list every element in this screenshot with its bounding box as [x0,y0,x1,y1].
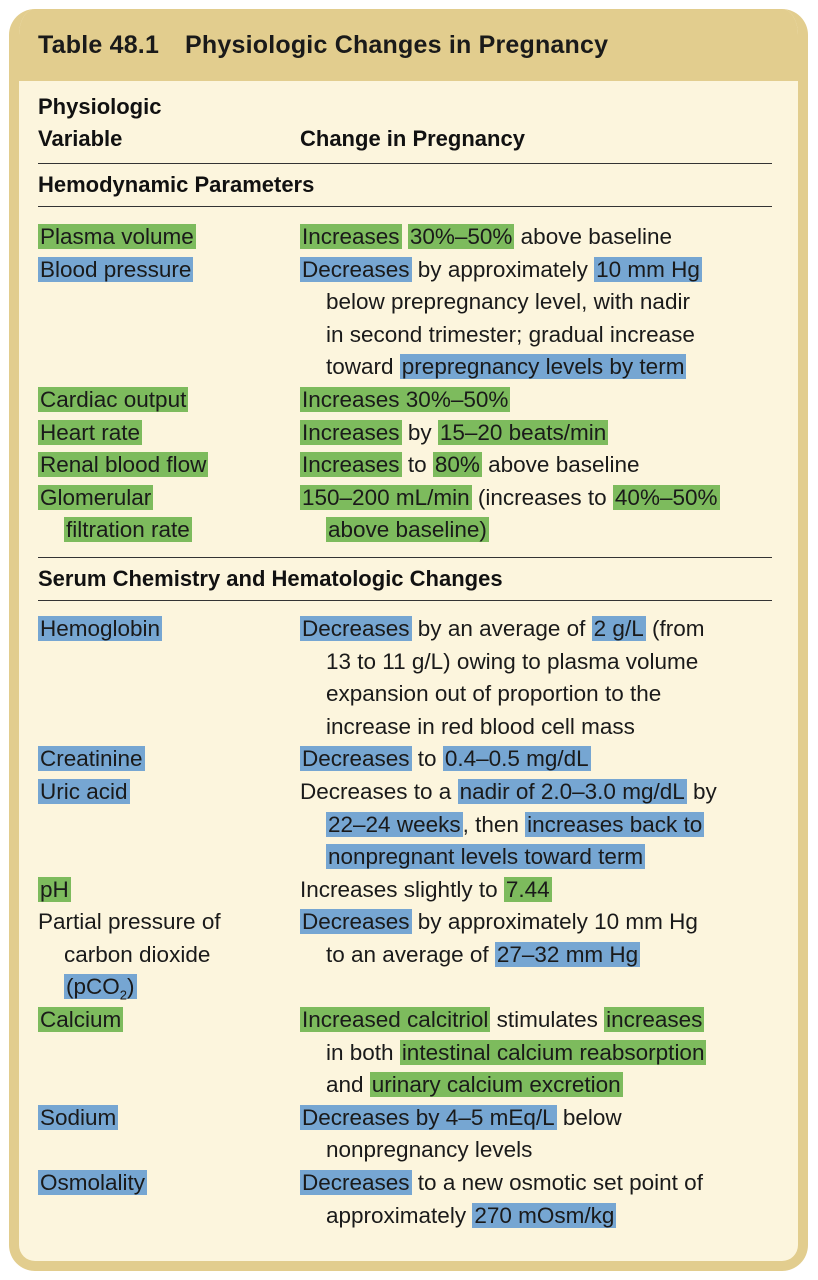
change-text: below prepregnancy level, with nadir [326,289,690,315]
change-text: by [686,778,717,804]
change-text: by an average of [411,615,592,641]
variable-label: carbon dioxide [64,941,211,967]
change-text: to [411,746,443,772]
table-row-cardiac-output [38,384,782,417]
column-header-variable-line1: Physiologic [38,94,162,119]
change-text: Increases [302,224,400,249]
change-text: Decreases [302,615,410,641]
table-row-hemoglobin [38,613,782,743]
variable-label-part: ) [127,974,135,1000]
change-text: 150–200 mL/min [302,484,470,510]
subscript: 2 [119,987,127,1003]
change-text: Decreases [302,256,410,282]
change-text: above baseline) [328,517,487,543]
variable-label: Plasma volume [40,224,194,249]
variable-label: Sodium [40,1104,117,1130]
column-headers [38,81,782,163]
change-text: by [401,419,438,445]
change-text: intestinal calcium reabsorption [401,1039,705,1065]
table-row-osmolality [38,1167,782,1232]
change-text: 30%–50% [409,224,513,249]
change-text: , then [462,811,526,837]
change-text: increases back to [527,811,703,837]
change-text: above baseline [514,224,673,249]
table-row-heart-rate [38,417,782,450]
change-text: above baseline [481,452,640,478]
variable-label: Glomerular [40,484,152,510]
table-row-renal-blood-flow [38,449,782,482]
change-text: Increases [302,419,400,445]
section-heading-serum-chemistry: Serum Chemistry and Hematologic Changes [38,565,503,591]
section-heading-hemodynamic: Hemodynamic Parameters [38,172,315,197]
table-number: Table 48.1 [38,30,160,59]
change-text: Increases slightly to [300,876,504,902]
variable-label: pH [40,876,69,902]
variable-label: Partial pressure of [38,909,221,935]
change-text: Decreases [302,1170,410,1196]
change-text: below [556,1104,622,1130]
change-text: 7.44 [505,876,550,902]
change-text: Decreases by 4–5 mEq/L [302,1104,555,1130]
variable-label: Uric acid [40,778,128,804]
table-body [19,81,798,1232]
change-text: nadir of 2.0–3.0 mg/dL [459,778,685,804]
change-text: (from [645,615,705,641]
variable-label: Cardiac output [40,386,187,412]
change-text: Increases 30%–50% [302,386,509,412]
variable-label: Calcium [40,1007,122,1033]
change-text: toward [326,354,400,380]
change-text: 27–32 mm Hg [496,941,639,967]
change-text: 10 mm Hg [596,256,700,282]
change-text: 40%–50% [614,484,718,510]
change-text: Increased calcitriol [302,1007,489,1033]
column-header-variable [38,91,161,155]
change-text: in second trimester; gradual increase [326,321,695,347]
table-row-sodium [38,1102,782,1167]
table-row-uric-acid [38,776,782,874]
change-text: 2 g/L [593,615,644,641]
variable-label-part: (pCO [66,974,120,1000]
change-text: nonpregnancy levels [326,1137,533,1163]
change-text: increases [606,1007,703,1033]
table-row-blood-pressure [38,254,782,384]
change-text: increase in red blood cell mass [326,713,635,739]
variable-label [64,974,137,1003]
change-text: urinary calcium excretion [371,1072,621,1098]
variable-label: Blood pressure [40,256,192,282]
variable-label: Renal blood flow [40,452,207,478]
variable-label: Creatinine [40,746,143,772]
column-header-variable-line2: Variable [38,126,123,151]
variable-label: filtration rate [66,517,190,543]
change-text: to a new osmotic set point of [411,1170,703,1196]
table-title: Physiologic Changes in Pregnancy [185,30,609,59]
change-text: 0.4–0.5 mg/dL [444,746,589,772]
change-text: and [326,1072,370,1098]
column-header-change: Change in Pregnancy [300,126,525,151]
change-text: Increases [302,452,400,478]
change-text: stimulates [490,1007,605,1033]
change-text: 80% [434,452,480,478]
change-text: expansion out of proportion to the [326,681,662,707]
table-title-bar [19,9,798,81]
table-row-calcium [38,1004,782,1102]
change-text: prepregnancy levels by term [401,354,685,380]
change-text: Decreases [302,746,410,772]
change-text: 15–20 beats/min [439,419,607,445]
change-text: by approximately 10 mm Hg [411,909,698,935]
change-text: Decreases to a [300,778,458,804]
table-row-glomerular-filtration-rate [38,482,782,547]
change-text: 13 to 11 g/L) owing to plasma volume [326,648,699,674]
variable-label: Osmolality [40,1170,146,1196]
change-text: (increases to [471,484,613,510]
table-row-creatinine [38,743,782,776]
table-row-ph [38,874,782,907]
change-text: 270 mOsm/kg [474,1202,615,1228]
change-text: to an average of [326,941,495,967]
change-text: in both [326,1039,400,1065]
change-text: Decreases [302,909,410,935]
table-card [9,9,808,1271]
table-row-plasma-volume [38,221,782,254]
table-row-pco2 [38,906,782,1004]
change-text: by approximately [411,256,595,282]
variable-label: Heart rate [40,419,141,445]
change-text: nonpregnant levels toward term [328,844,644,870]
change-text: to [401,452,433,478]
change-text: approximately [326,1202,473,1228]
variable-label: Hemoglobin [40,615,161,641]
change-text: 22–24 weeks [328,811,461,837]
